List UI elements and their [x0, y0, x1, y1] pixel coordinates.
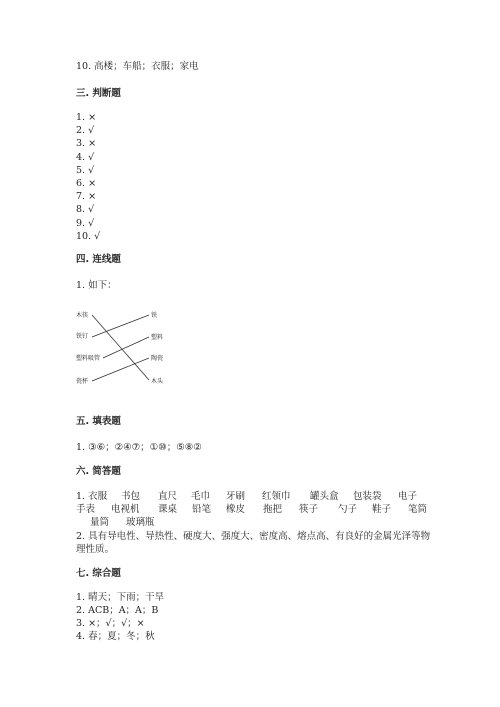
list-item: 6. ×	[76, 177, 97, 189]
word: 毛巾	[191, 491, 211, 502]
match-line-chopsticks-wood	[92, 315, 149, 380]
matching-diagram	[70, 300, 210, 400]
word: 筷子	[299, 504, 319, 515]
word: 罐头盒	[310, 491, 339, 502]
word: 拖把	[263, 504, 283, 515]
left-item-chopsticks: 木筷	[76, 312, 89, 319]
list-item: 2. √	[76, 125, 95, 137]
comprehensive-answer-1: 1. 晴天；下雨；干旱	[76, 592, 165, 603]
matching-intro: 1. 如下：	[76, 280, 117, 291]
word: 橡皮	[226, 504, 246, 515]
word: 铅笔	[192, 504, 212, 515]
match-line-cup-ceramic	[92, 358, 149, 381]
word: 电子	[398, 491, 418, 502]
section-5-title: 五. 填表题	[76, 416, 121, 427]
left-item-nail: 铁钉	[76, 333, 89, 340]
word: 笔筒	[408, 504, 428, 515]
word: 包装袋	[353, 491, 382, 502]
list-item: 9. √	[76, 217, 95, 229]
word: 直尺	[158, 491, 178, 502]
answer-10-line: 10. 高楼；车船；衣服；家电	[76, 61, 199, 72]
list-item: 5. √	[76, 164, 95, 176]
word: 牙刷	[226, 491, 246, 502]
list-item: 1. ×	[76, 112, 97, 123]
word: 课桌	[158, 504, 178, 515]
match-line-nail-iron	[92, 315, 149, 337]
judgement-answer-list	[76, 112, 100, 244]
list-item: 7. ×	[76, 191, 97, 203]
word: 电视机	[111, 504, 140, 515]
word: 玻璃瓶	[126, 517, 155, 528]
short-answer-2: 2. 具有导电性、导热性、硬度大、强度大、密度高、熔点高、有良好的金属光泽等物理性质。	[76, 531, 431, 555]
word: 量筒	[90, 517, 110, 528]
list-item: 10. √	[76, 230, 101, 242]
section-3-title: 三. 判断题	[76, 88, 121, 99]
word: 勺子	[338, 504, 358, 515]
section-4-title: 四. 连线题	[76, 254, 121, 265]
list-item: 4. √	[76, 151, 95, 163]
word-grid	[76, 490, 436, 530]
word: 书包	[121, 491, 141, 502]
fill-table-answer: 1. ③⑥；②④⑦；①⑩；⑤⑧②	[76, 442, 202, 453]
section-7-title: 七. 综合题	[76, 568, 121, 579]
section-6-title: 六. 简答题	[76, 466, 121, 477]
word: 鞋子	[372, 504, 392, 515]
right-item-ceramic: 陶瓷	[151, 355, 164, 362]
right-item-plastic: 塑料	[151, 334, 164, 341]
right-item-iron: 铁	[151, 312, 158, 319]
left-item-cup: 瓷杯	[76, 378, 89, 385]
comprehensive-answer-4: 4. 春；夏；冬；秋	[76, 631, 155, 642]
word: 1. 衣服	[76, 491, 108, 502]
match-line-straw-plastic	[103, 337, 149, 358]
list-item: 3. ×	[76, 138, 97, 150]
word: 红领巾	[262, 491, 291, 502]
left-item-straw: 塑料吸管	[76, 355, 101, 362]
word: 手表	[76, 504, 96, 515]
list-item: 8. √	[76, 204, 95, 216]
comprehensive-answer-2: 2. ACB；A；A；B	[76, 605, 159, 616]
right-item-wood: 木头	[151, 378, 164, 385]
comprehensive-answer-3: 3. ×；√；√；×	[76, 618, 145, 629]
